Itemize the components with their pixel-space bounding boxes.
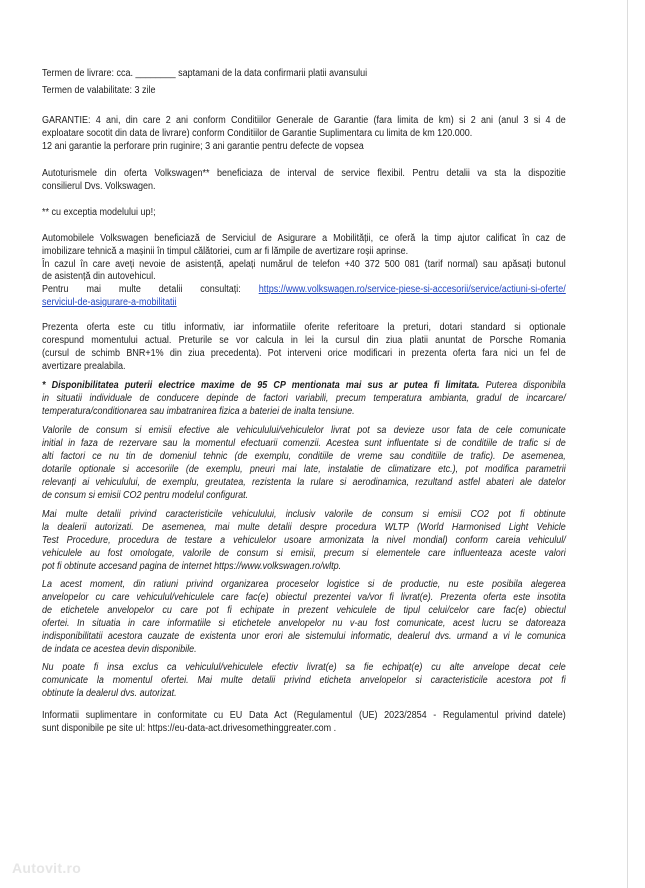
informative-line: corespund momentului actual. Preturile se vor calcula in lei la cursul din ziua platii anuntat de Porsche Romania (42, 335, 566, 346)
consumption-line: initial in faza de rezervare sau la momentul efectuarii comenzii. Acestea sunt influentate si de conditiile de trafic si de (42, 438, 566, 449)
warranty-line: 12 ani garantie la perforare prin ruginire; 3 ani garantie pentru defecte de vopsea (42, 141, 364, 152)
mobility-line: de asistență din autovehicul. (42, 271, 156, 283)
power-limit-note: * Disponibilitatea puterii electrice maxime de 95 CP mentionata mai sus ar putea fi limitata. (42, 380, 480, 391)
service-exception-line: ** cu exceptia modelului up!; (42, 207, 156, 218)
consumption-line: relevanți ai vehiculului, de exemplu, greutatea, rezistenta la rulare si aerodinamica, rezultand astfel abateri ale datelor (42, 477, 566, 488)
service-exception-paragraph (42, 206, 566, 219)
mobility-service-link-continued[interactable]: serviciul-de-asigurare-a-mobilitatii (42, 296, 177, 308)
power-note-continuation: Puterea disponibila (479, 380, 566, 391)
informative-line: avertizare prealabila. (42, 361, 126, 372)
wltp-line: la dealerii autorizati. De asemenea, mai multe detalii despre procedura WLTP (World Harmonised Light Vehicle (42, 522, 566, 533)
tyres-line: ofertei. In situatia in care informatiile si etichetele anvelopelor nu v-au fost comunicate, acest lucru se datoreaza (42, 618, 566, 629)
data-act-paragraph (42, 709, 566, 735)
informative-line: (cursul de schimb BNR+1% din ziua precedenta). Pot interveni orice modificari in prezenta oferta fara nici un fel de (42, 348, 566, 359)
validity-term-paragraph (42, 84, 566, 97)
tyres-line: indisponibilitatii acestora cauzate de existenta unor erori ale sistemului informatic, dealerul dvs. urmand a vi le comunica (42, 631, 566, 642)
tyres-paragraph (42, 578, 566, 656)
mobility-line: În cazul în care aveți nevoie de asistență, apelați numărul de telefon +40 372 500 081 (tarif normal) sau apăsați butonul (42, 258, 566, 270)
power-note-line: temperatura/conditionarea sau imbatranirea fizica a bateriei de inalta tensiune. (42, 406, 355, 417)
warranty-line: exploatare socotit din data de livrare) conform Conditiilor de Garantie Suplimentara cu limita de km 120.000. (42, 128, 473, 139)
consumption-line: dotarile optionale si accesoriile (de exemplu, pneuri mai late, instalatie de climatizare etc.), pot modifica parametrii (42, 464, 566, 475)
consumption-line: alti factori ce nu tin de domeniul tehnic (de exemplu, conditiile de vreme sau conditiile de trafic). De asemenea, (42, 451, 566, 462)
tyres-line: La acest moment, din ratiuni privind organizarea proceselor logistice si de productie, nu este posibila alegerea (42, 579, 566, 590)
wltp-line: vehiculele au fost omologate, valorile de consum si emisii, precum si elementele care influenteaza aceste valori (42, 548, 566, 559)
consumption-line: Valorile de consum si emisii efective ale vehiculului/vehiculelor livrat pot sa devieze usor fata de cele comunicate (42, 425, 566, 436)
mobility-service-link[interactable]: https://www.volkswagen.ro/service-piese-si-accesorii/service/actiuni-si-oferte/ (258, 284, 566, 296)
warranty-line: GARANTIE: 4 ani, din care 2 ani conform Conditiilor Generale de Garantie (fara limita de km) si 2 ani (anul 3 si 4 de (42, 115, 566, 126)
informative-paragraph (42, 321, 566, 373)
tyres-note-paragraph (42, 661, 566, 700)
tyres-line: de etichetele anvelopelor cu care pot fi echipate in prezent vehiculele de tipul celui/celor care fac(e) obiectul (42, 605, 566, 616)
page-edge-divider (627, 0, 628, 888)
wltp-line: Test Procedure, procedura de testare a vehiculelor usoare armonizata la nivel mondial) conform careia vehiculul/ (42, 535, 566, 546)
mobility-details-line (42, 284, 566, 297)
tyres-line: anvelopelor cu care vehiculul/vehiculele care fac(e) obiectul prezentei va/vor fi livrat(e). Prezenta oferta este insotita (42, 592, 566, 603)
delivery-term-paragraph (42, 67, 566, 80)
mobility-details-label: Pentru mai multe detalii consultați: (42, 284, 259, 296)
mobility-line: imobilizare tehnică a mașinii în timpul călătoriei, cum ar fi lămpile de avertizare roșii aprinse. (42, 245, 409, 257)
tyres-note-line: obtinute la dealerul dvs. autorizat. (42, 688, 177, 699)
mobility-line: Automobilele Volkswagen beneficiază de Serviciul de Asigurare a Mobilității, ce oferă la timp ajutor calificat în caz de (42, 233, 566, 244)
tyres-note-line: Nu poate fi insa exclus ca vehiculul/vehiculele efectiv livrat(e) sa fie echipat(e) cu alte anvelope decat cele (42, 662, 566, 673)
power-note-paragraph (42, 379, 566, 418)
service-paragraph (42, 167, 566, 193)
validity-term-line: Termen de valabilitate: 3 zile (42, 85, 156, 96)
data-act-line: sunt disponibile pe site ul: https://eu-data-act.drivesomethinggreater.com . (42, 723, 337, 734)
warranty-paragraph (42, 114, 566, 153)
mobility-paragraph (42, 233, 566, 310)
watermark: Autovit.ro (12, 860, 82, 876)
consumption-paragraph (42, 424, 566, 502)
data-act-line: Informatii suplimentare in conformitate cu EU Data Act (Regulamentul (UE) 2023/2854 - Regulamentul privind datele) (42, 710, 566, 721)
service-line: consilierul Dvs. Volkswagen. (42, 181, 156, 192)
power-note-line (42, 379, 566, 392)
wltp-line: pot fi obtinute accesand pagina de internet https://www.volkswagen.ro/wltp. (42, 561, 342, 572)
informative-line: Prezenta oferta este cu titlu informativ, iar informatiile oferite referitoare la preturi, dotari standard si optionale (42, 322, 566, 333)
tyres-line: de indata ce acestea devin disponibile. (42, 644, 197, 655)
delivery-term-line: Termen de livrare: cca. ________ saptamani de la data confirmarii platii avansului (42, 68, 368, 79)
power-note-line: in situatii individuale de conducere depinde de factori variabili, precum temperatura ambianta, gradul de incarcare/ (42, 393, 566, 404)
wltp-line: Mai multe detalii privind caracteristicile vehiculului, inclusiv valorile de consum si emisii CO2 pot fi obtinute (42, 509, 566, 520)
service-line: Autoturismele din oferta Volkswagen** beneficiaza de interval de service flexibil. Pentru detalii va sta la dispozitie (42, 168, 566, 179)
mobility-link-continuation-line (42, 297, 566, 310)
wltp-paragraph (42, 508, 566, 573)
consumption-line: de consum si emisii CO2 pentru modelul configurat. (42, 490, 249, 501)
tyres-note-line: comunicate la momentul ofertei. Mai multe detalii privind eticheta anvelopelor si caracteristicile acestora pot fi (42, 675, 566, 686)
